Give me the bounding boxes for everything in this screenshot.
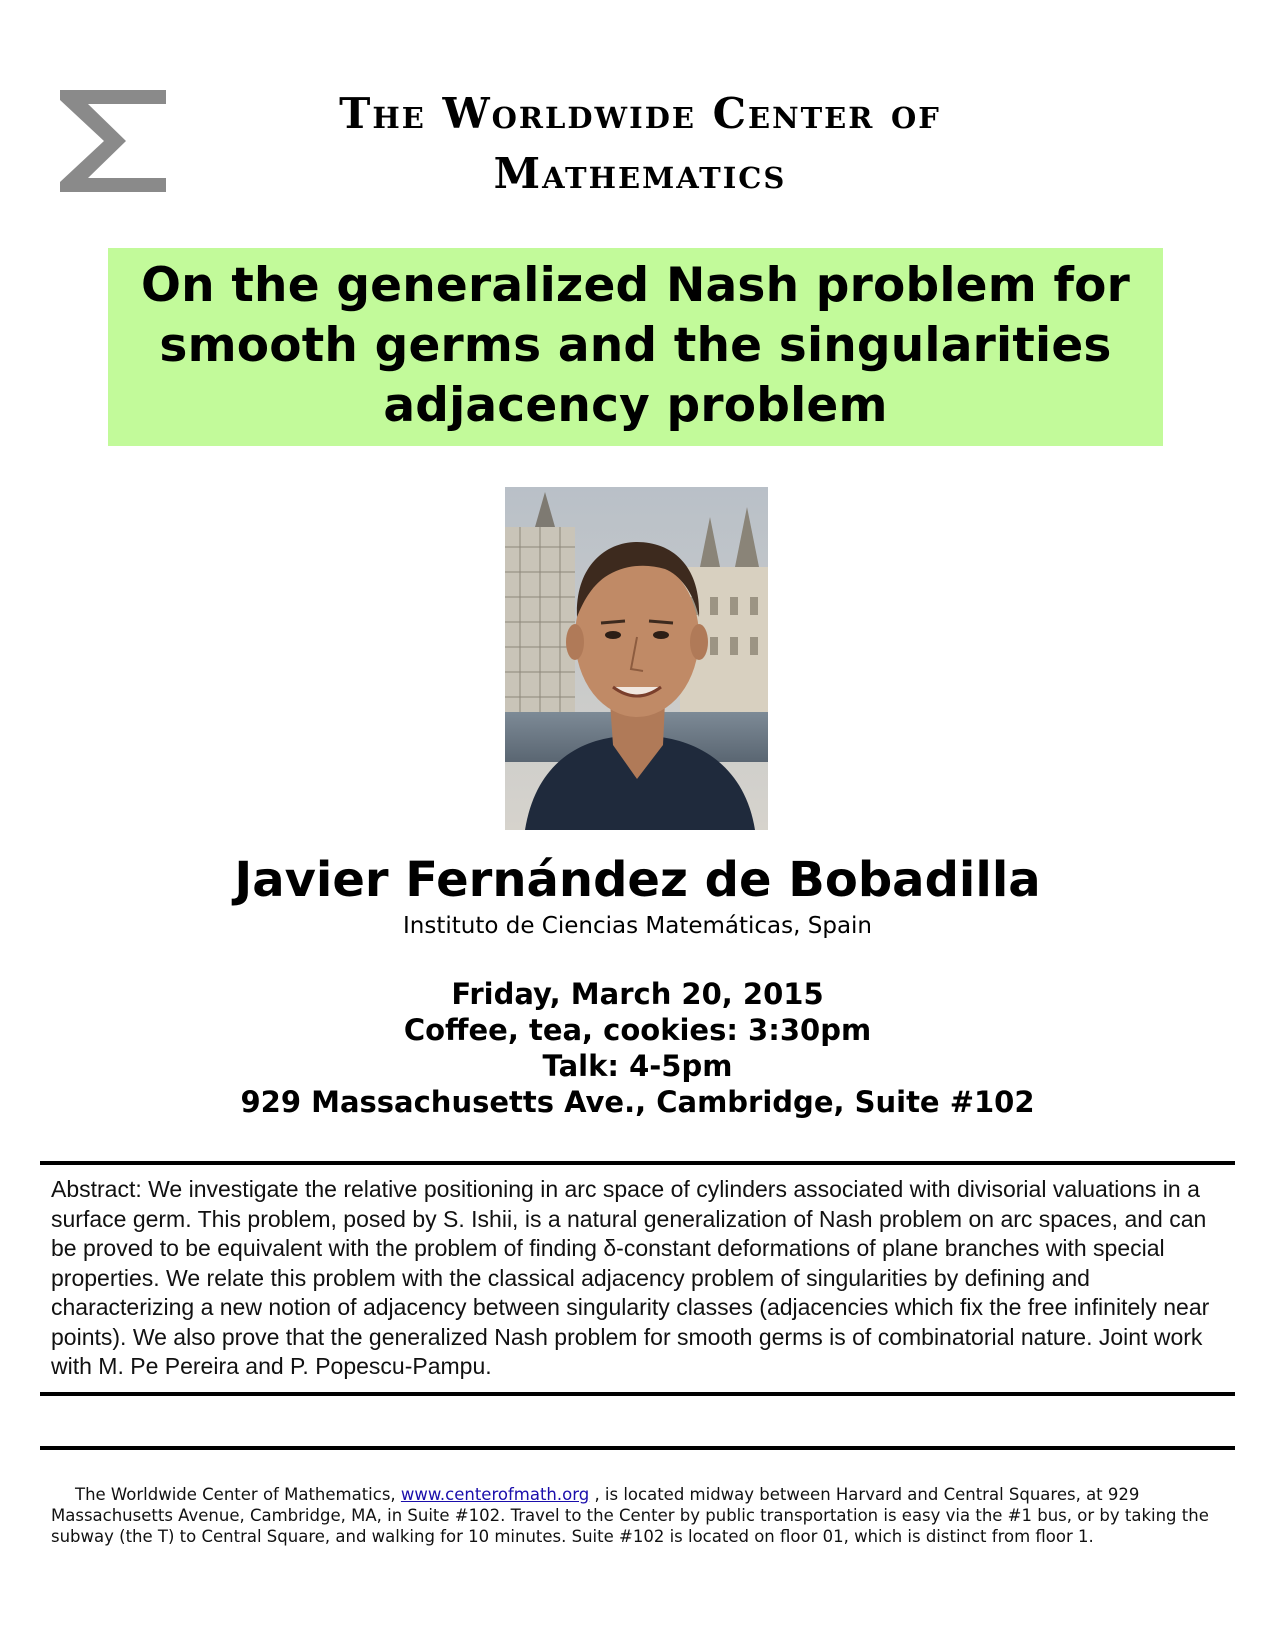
divider-bottom: [40, 1446, 1235, 1450]
talk-title: [108, 248, 1163, 446]
talk-title-line-2: smooth germs and the singularities: [159, 318, 1112, 373]
speaker-affiliation: Instituto de Ciencias Matemáticas, Spain: [402, 913, 873, 939]
footer-text-after-link: , is located midway between Harvard and Central Squares, at 929 Massachusetts Avenue, Cambridge, MA, in Suite #102. Travel to the Center by public transportation is easy via the #1 bus, or by taking the subway (the T) to Central Square, and walking for 10 minutes. Suite #102 is located on floor 01, which is distinct from floor 1.: [51, 1485, 1209, 1546]
sigma-icon: [58, 88, 168, 194]
speaker-photo: [505, 487, 768, 830]
org-title-line-2: Mathematics: [493, 149, 787, 198]
footer-text-before-link: The Worldwide Center of Mathematics,: [75, 1485, 396, 1504]
event-refreshments: Coffee, tea, cookies: 3:30pm: [403, 1013, 872, 1047]
event-talk-time: Talk: 4-5pm: [542, 1049, 733, 1083]
abstract-text: Abstract: We investigate the relative positioning in arc space of cylinders associated with divisorial valuations in a surface germ. This problem, posed by S. Ishii, is a natural generalization of Nash problem on arc spaces, and can be proved to be equivalent with the problem of finding δ-constant deformations of plane branches with special properties. We relate this problem with the classical adjacency problem of singularities by defining and characterizing a new notion of adjacency between singularity classes (adjacencies which fix the free infinitely near points). We also prove that the generalized Nash problem for smooth germs is of combinatorial nature. Joint work with M. Pe Pereira and P. Popescu-Pampu.: [51, 1176, 1210, 1379]
event-details: [0, 976, 1275, 1120]
talk-title-line-1: On the generalized Nash problem for: [141, 258, 1130, 313]
event-location: 929 Massachusetts Ave., Cambridge, Suite #102: [240, 1085, 1035, 1119]
divider-top: [40, 1161, 1235, 1165]
org-title: [180, 84, 1100, 204]
footer-text: [51, 1484, 1241, 1547]
talk-title-line-3: adjacency problem: [383, 378, 888, 433]
event-date: Friday, March 20, 2015: [451, 977, 824, 1011]
speaker-name: Javier Fernández de Bobadilla: [234, 852, 1041, 908]
org-title-line-1: The Worldwide Center of: [339, 89, 941, 138]
divider-middle: [40, 1392, 1235, 1396]
website-link[interactable]: www.centerofmath.org: [400, 1485, 590, 1504]
